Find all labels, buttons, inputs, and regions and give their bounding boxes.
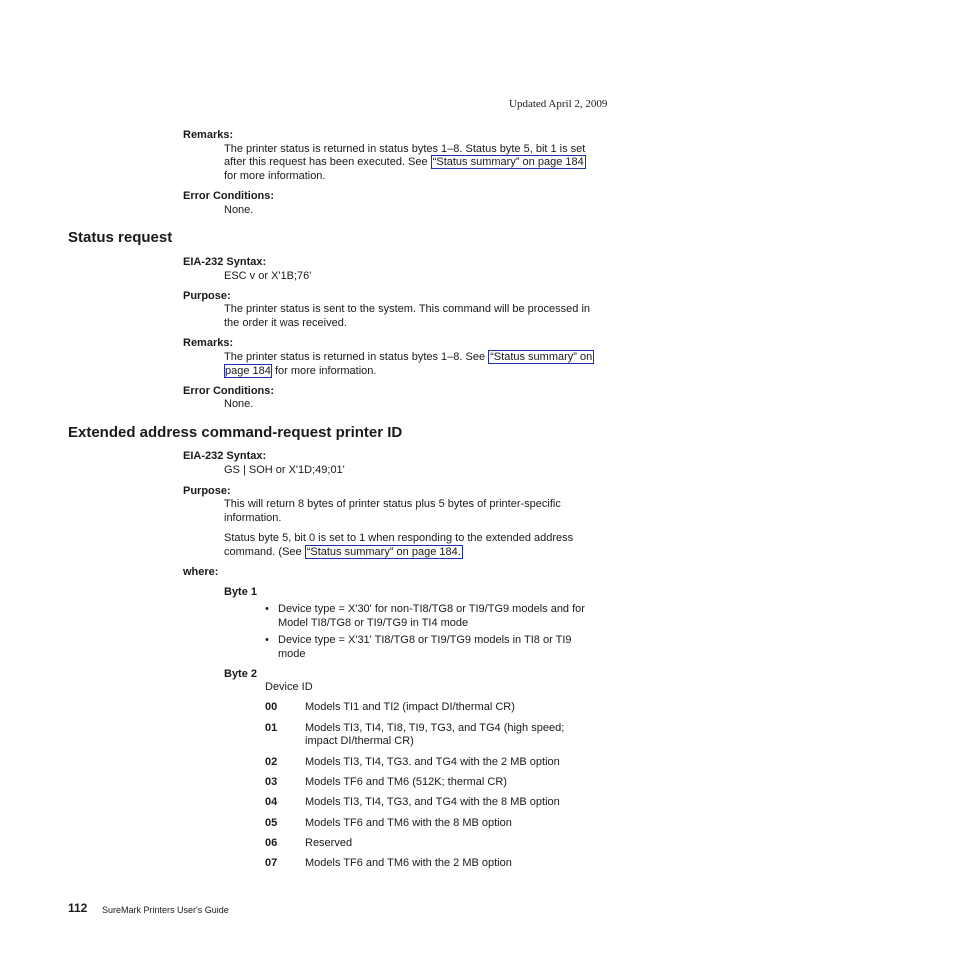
purpose-line2: the order it was received. bbox=[224, 317, 347, 329]
bullet-line2: mode bbox=[278, 648, 306, 660]
byte1-label: Byte 1 bbox=[224, 586, 258, 598]
id-description: Reserved bbox=[305, 837, 353, 849]
status-summary-link[interactable]: “Status summary” on page 184 bbox=[432, 156, 584, 168]
page-number: 112 bbox=[68, 901, 88, 915]
error-conditions-value: None. bbox=[224, 398, 254, 410]
remarks-text-post: for more information. bbox=[271, 365, 377, 377]
id-description: Models TI3, TI4, TG3. and TG4 with the 2 MB option bbox=[305, 756, 560, 768]
where-label: where: bbox=[183, 566, 219, 578]
syntax-value: GS | SOH or X'1D;49;01' bbox=[224, 464, 345, 476]
syntax-value: ESC v or X'1B;76' bbox=[224, 270, 312, 282]
syntax-label: EIA-232 Syntax: bbox=[183, 256, 267, 268]
remarks-text-pre: after this request has been executed. See bbox=[224, 156, 431, 168]
id-code: 02 bbox=[265, 756, 278, 768]
remarks-text-line1: The printer status is returned in status bytes 1–8. Status byte 5, bit 1 is set bbox=[224, 143, 586, 155]
remarks-label: Remarks: bbox=[183, 337, 234, 349]
section-heading-extended-address: Extended address command-request printer ID bbox=[68, 424, 403, 441]
id-code: 01 bbox=[265, 722, 278, 734]
purpose-line2: information. bbox=[224, 512, 282, 524]
id-code: 07 bbox=[265, 857, 278, 869]
device-id-label: Device ID bbox=[265, 681, 313, 693]
status-byte-text-pre: command. (See bbox=[224, 546, 305, 558]
purpose-line1: This will return 8 bytes of printer status plus 5 bytes of printer-specific bbox=[224, 498, 561, 510]
status-summary-link-cont[interactable]: page 184 bbox=[225, 365, 271, 377]
id-code: 06 bbox=[265, 837, 278, 849]
remarks-label: Remarks: bbox=[183, 129, 234, 141]
id-description: Models TI3, TI4, TG3, and TG4 with the 8 MB option bbox=[305, 796, 560, 808]
bullet-line1: • Device type = X'30' for non-TI8/TG8 or TI9/TG9 models and for bbox=[278, 603, 585, 615]
bullet-item bbox=[278, 602, 585, 630]
status-byte-line2 bbox=[224, 545, 463, 559]
id-description: Models TI1 and TI2 (impact DI/thermal CR) bbox=[305, 701, 515, 713]
id-description: Models TF6 and TM6 with the 2 MB option bbox=[305, 857, 512, 869]
remarks-text-pre: The printer status is returned in status bytes 1–8. See bbox=[224, 351, 489, 363]
id-code: 03 bbox=[265, 776, 278, 788]
book-title: SureMark Printers User's Guide bbox=[102, 905, 229, 915]
remarks-text-line3: for more information. bbox=[224, 170, 326, 182]
purpose-line1: The printer status is sent to the system. This command will be processed in bbox=[224, 303, 591, 315]
id-description-cont: impact DI/thermal CR) bbox=[305, 735, 414, 747]
id-code: 00 bbox=[265, 701, 278, 713]
remarks-line1 bbox=[224, 350, 594, 364]
status-byte-line1: Status byte 5, bit 0 is set to 1 when responding to the extended address bbox=[224, 532, 574, 544]
purpose-label: Purpose: bbox=[183, 485, 231, 497]
error-conditions-label: Error Conditions: bbox=[183, 385, 275, 397]
bullet-line2: Model TI8/TG8 or TI9/TG9 in TI4 mode bbox=[278, 617, 469, 629]
status-summary-link[interactable]: “Status summary” on bbox=[490, 351, 593, 363]
updated-date: Updated April 2, 2009 bbox=[509, 98, 608, 110]
section-heading-status-request: Status request bbox=[68, 229, 173, 246]
error-conditions-label: Error Conditions: bbox=[183, 190, 275, 202]
error-conditions-value: None. bbox=[224, 204, 254, 216]
id-description: Models TF6 and TM6 (512K; thermal CR) bbox=[305, 776, 507, 788]
id-code: 05 bbox=[265, 817, 278, 829]
bullet-item bbox=[278, 633, 572, 661]
id-description: Models TF6 and TM6 with the 8 MB option bbox=[305, 817, 512, 829]
remarks-text-line2 bbox=[224, 155, 586, 169]
syntax-label: EIA-232 Syntax: bbox=[183, 450, 267, 462]
purpose-label: Purpose: bbox=[183, 290, 231, 302]
id-code: 04 bbox=[265, 796, 278, 808]
remarks-line2 bbox=[224, 364, 376, 378]
id-description: Models TI3, TI4, TI8, TI9, TG3, and TG4 (high speed; bbox=[305, 722, 565, 734]
status-summary-link[interactable]: “Status summary” on page 184. bbox=[306, 546, 461, 558]
byte2-label: Byte 2 bbox=[224, 668, 258, 680]
bullet-line1: • Device type = X'31' TI8/TG8 or TI9/TG9 models in TI8 or TI9 bbox=[278, 634, 572, 646]
